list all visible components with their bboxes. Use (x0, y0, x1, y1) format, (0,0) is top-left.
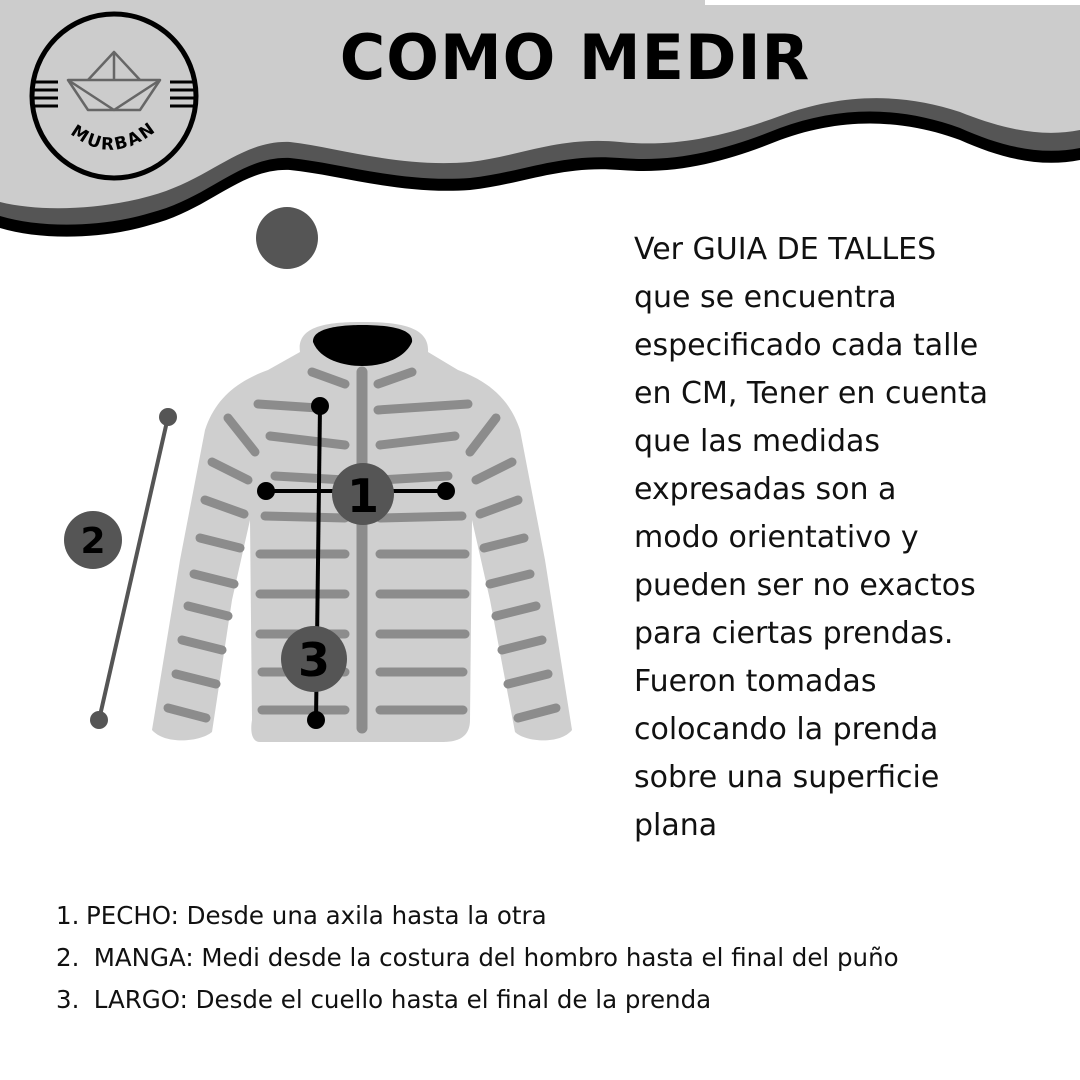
legend-text: LARGO: Desde el cuello hasta el final de la prenda (86, 985, 712, 1014)
info-line: expresadas son a (634, 472, 897, 507)
marker-length-label: 3 (297, 633, 331, 687)
info-line: colocando la prenda (634, 712, 939, 747)
info-line: modo orientativo y (634, 520, 919, 555)
decorative-dot (256, 207, 318, 269)
marker-chest (332, 463, 394, 525)
info-line: pueden ser no exactos (634, 568, 976, 603)
info-line: para ciertas prendas. (634, 616, 954, 651)
legend-text: MANGA: Medi desde la costura del hombro hasta el final del puño (86, 943, 899, 972)
info-line: que se encuentra (634, 280, 897, 315)
legend-text: PECHO: Desde una axila hasta la otra (86, 901, 547, 930)
legend-item-sleeve (56, 937, 1066, 979)
murban-logo (28, 10, 200, 182)
info-line: especificado cada talle (634, 328, 979, 363)
legend-number: 1. (56, 901, 80, 930)
legend-item-length (56, 979, 1066, 1021)
marker-sleeve-label: 2 (80, 521, 106, 562)
marker-chest-label: 1 (346, 469, 380, 523)
legend-item-chest (56, 895, 1066, 937)
jacket-diagram (50, 200, 590, 760)
legend-number: 2. (56, 943, 80, 972)
measurement-legend (56, 895, 1066, 1021)
info-line: en CM, Tener en cuenta (634, 376, 989, 411)
legend-number: 3. (56, 985, 80, 1014)
info-line: que las medidas (634, 424, 881, 459)
info-line: Fueron tomadas (634, 664, 877, 699)
marker-sleeve (64, 511, 122, 569)
info-line: plana (634, 808, 718, 843)
info-line: Ver GUIA DE TALLES (634, 232, 937, 267)
page-title: COMO MEDIR (339, 21, 811, 94)
logo-text: MURBAN (67, 118, 161, 155)
info-line: sobre una superficie (634, 760, 940, 795)
header-top-right-notch (705, 0, 1080, 5)
info-paragraph (634, 226, 1054, 850)
marker-length (281, 626, 347, 692)
